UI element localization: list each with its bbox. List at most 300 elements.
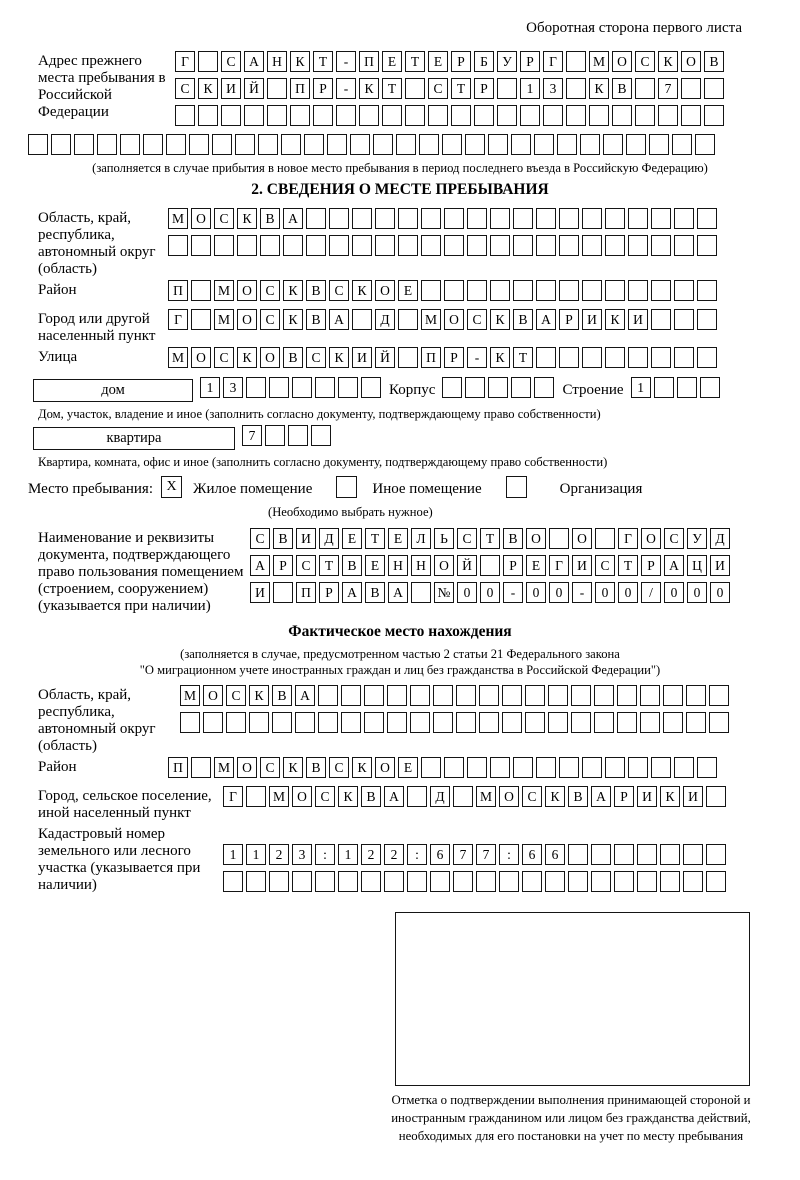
char-box[interactable] [709,685,729,706]
char-box[interactable] [428,105,448,126]
char-box[interactable] [559,208,579,229]
char-box[interactable]: Г [168,309,188,330]
char-box[interactable] [265,425,285,446]
char-box[interactable] [246,377,266,398]
char-box[interactable]: И [250,582,270,603]
char-box[interactable] [191,280,211,301]
char-box[interactable] [697,208,717,229]
char-box[interactable]: 2 [269,844,289,865]
char-box[interactable]: Г [549,555,569,576]
char-box[interactable]: А [295,685,315,706]
char-box[interactable] [605,757,625,778]
char-box[interactable] [697,347,717,368]
char-box[interactable] [536,235,556,256]
char-box[interactable] [628,757,648,778]
char-box[interactable]: О [499,786,519,807]
char-box[interactable]: Р [451,51,471,72]
char-box[interactable] [651,309,671,330]
char-box[interactable]: И [628,309,648,330]
char-box[interactable]: 3 [223,377,243,398]
char-box[interactable]: О [237,757,257,778]
char-box[interactable]: С [428,78,448,99]
char-box[interactable]: С [175,78,195,99]
char-box[interactable]: X [161,476,182,498]
char-box[interactable] [283,235,303,256]
char-box[interactable]: О [526,528,546,549]
char-box[interactable] [442,134,462,155]
char-box[interactable]: М [589,51,609,72]
char-box[interactable] [525,712,545,733]
char-box[interactable]: С [260,280,280,301]
char-box[interactable]: М [214,280,234,301]
char-box[interactable]: В [283,347,303,368]
char-box[interactable] [513,280,533,301]
actual-region-row-2[interactable] [180,712,732,735]
char-box[interactable]: В [272,685,292,706]
ownership-doc-row-2[interactable] [250,555,733,578]
char-box[interactable]: Е [398,757,418,778]
char-box[interactable]: 2 [384,844,404,865]
char-box[interactable]: А [388,582,408,603]
char-box[interactable] [605,208,625,229]
char-box[interactable] [628,208,648,229]
char-box[interactable]: А [536,309,556,330]
char-box[interactable]: О [641,528,661,549]
char-box[interactable] [637,871,657,892]
char-box[interactable] [295,712,315,733]
char-box[interactable]: - [336,51,356,72]
char-box[interactable] [571,712,591,733]
char-box[interactable] [582,757,602,778]
char-box[interactable] [350,134,370,155]
char-box[interactable] [497,105,517,126]
other-premises-checkbox[interactable] [336,476,360,499]
char-box[interactable] [704,78,724,99]
char-box[interactable]: Ь [434,528,454,549]
char-box[interactable] [359,105,379,126]
char-box[interactable] [306,235,326,256]
char-box[interactable] [511,134,531,155]
char-box[interactable] [456,712,476,733]
char-box[interactable] [582,208,602,229]
char-box[interactable] [566,78,586,99]
char-box[interactable]: У [687,528,707,549]
house-number-boxes[interactable] [200,377,384,400]
char-box[interactable]: О [237,280,257,301]
char-box[interactable] [559,757,579,778]
char-box[interactable] [410,712,430,733]
char-box[interactable]: 0 [595,582,615,603]
char-box[interactable] [502,685,522,706]
char-box[interactable]: М [168,208,188,229]
char-box[interactable] [364,712,384,733]
char-box[interactable]: А [384,786,404,807]
char-box[interactable]: Р [559,309,579,330]
char-box[interactable]: С [260,309,280,330]
char-box[interactable] [97,134,117,155]
char-box[interactable] [267,78,287,99]
char-box[interactable] [203,712,223,733]
char-box[interactable] [315,377,335,398]
char-box[interactable] [663,712,683,733]
char-box[interactable]: О [203,685,223,706]
char-box[interactable] [467,757,487,778]
char-box[interactable]: 7 [658,78,678,99]
char-box[interactable] [480,555,500,576]
char-box[interactable]: К [290,51,310,72]
char-box[interactable]: Е [398,280,418,301]
char-box[interactable]: В [513,309,533,330]
char-box[interactable]: И [572,555,592,576]
char-box[interactable]: : [407,844,427,865]
char-box[interactable] [513,208,533,229]
char-box[interactable]: И [296,528,316,549]
char-box[interactable]: Т [365,528,385,549]
char-box[interactable]: В [260,208,280,229]
char-box[interactable] [614,844,634,865]
char-box[interactable] [272,712,292,733]
char-box[interactable]: В [361,786,381,807]
char-box[interactable] [336,476,357,498]
char-box[interactable]: Т [382,78,402,99]
char-box[interactable]: 1 [338,844,358,865]
char-box[interactable]: 0 [710,582,730,603]
char-box[interactable]: : [499,844,519,865]
char-box[interactable] [674,347,694,368]
char-box[interactable]: - [503,582,523,603]
char-box[interactable] [74,134,94,155]
char-box[interactable] [681,105,701,126]
char-box[interactable]: 0 [457,582,477,603]
char-box[interactable] [543,105,563,126]
organization-checkbox[interactable] [506,476,530,499]
char-box[interactable]: Т [480,528,500,549]
char-box[interactable] [318,712,338,733]
char-box[interactable]: К [352,280,372,301]
residential-checkbox[interactable] [161,476,185,499]
cadastral-row-2[interactable] [223,871,729,894]
ownership-doc-row-1[interactable] [250,528,733,551]
char-box[interactable] [513,235,533,256]
char-box[interactable] [433,712,453,733]
char-box[interactable] [497,78,517,99]
char-box[interactable] [706,844,726,865]
char-box[interactable]: Р [503,555,523,576]
char-box[interactable]: С [296,555,316,576]
char-box[interactable] [387,712,407,733]
char-box[interactable]: О [434,555,454,576]
char-box[interactable] [589,105,609,126]
char-box[interactable]: Г [618,528,638,549]
char-box[interactable]: Р [273,555,293,576]
char-box[interactable] [273,582,293,603]
street-row[interactable] [168,347,720,370]
region-row-1[interactable] [168,208,720,231]
char-box[interactable] [467,280,487,301]
char-box[interactable]: О [292,786,312,807]
char-box[interactable]: 7 [476,844,496,865]
char-box[interactable]: П [421,347,441,368]
char-box[interactable]: - [572,582,592,603]
char-box[interactable]: Т [313,51,333,72]
char-box[interactable] [364,685,384,706]
char-box[interactable] [453,786,473,807]
char-box[interactable]: И [582,309,602,330]
char-box[interactable]: К [237,347,257,368]
char-box[interactable] [582,235,602,256]
char-box[interactable] [338,871,358,892]
char-box[interactable] [465,377,485,398]
char-box[interactable] [635,78,655,99]
char-box[interactable] [651,757,671,778]
char-box[interactable]: С [214,347,234,368]
char-box[interactable]: И [352,347,372,368]
char-box[interactable] [405,78,425,99]
ownership-doc-row-3[interactable] [250,582,733,605]
char-box[interactable]: С [467,309,487,330]
char-box[interactable] [658,105,678,126]
char-box[interactable] [522,871,542,892]
char-box[interactable]: М [214,757,234,778]
prev-address-row-2[interactable] [175,78,727,101]
char-box[interactable] [663,685,683,706]
city-row[interactable] [168,309,720,332]
char-box[interactable]: Д [319,528,339,549]
char-box[interactable] [490,757,510,778]
char-box[interactable]: А [250,555,270,576]
char-box[interactable] [536,280,556,301]
char-box[interactable] [674,235,694,256]
char-box[interactable] [511,377,531,398]
char-box[interactable]: Е [388,528,408,549]
char-box[interactable]: О [237,309,257,330]
char-box[interactable] [223,871,243,892]
char-box[interactable]: Р [313,78,333,99]
char-box[interactable]: № [434,582,454,603]
char-box[interactable] [479,712,499,733]
char-box[interactable] [304,134,324,155]
char-box[interactable]: С [306,347,326,368]
char-box[interactable] [700,377,720,398]
char-box[interactable] [594,712,614,733]
char-box[interactable]: Т [513,347,533,368]
char-box[interactable]: М [180,685,200,706]
char-box[interactable]: Е [382,51,402,72]
char-box[interactable] [488,377,508,398]
char-box[interactable] [582,347,602,368]
char-box[interactable]: К [283,757,303,778]
char-box[interactable]: Д [710,528,730,549]
char-box[interactable]: 1 [200,377,220,398]
char-box[interactable]: Р [444,347,464,368]
char-box[interactable] [292,871,312,892]
char-box[interactable]: С [664,528,684,549]
char-box[interactable]: К [605,309,625,330]
char-box[interactable]: Е [365,555,385,576]
char-box[interactable] [697,757,717,778]
char-box[interactable] [180,712,200,733]
char-box[interactable] [536,208,556,229]
char-box[interactable]: Г [223,786,243,807]
char-box[interactable] [269,871,289,892]
char-box[interactable] [281,134,301,155]
char-box[interactable]: Ц [687,555,707,576]
char-box[interactable]: К [283,280,303,301]
char-box[interactable]: К [490,347,510,368]
char-box[interactable] [697,235,717,256]
actual-district-row[interactable] [168,757,720,780]
char-box[interactable] [499,871,519,892]
char-box[interactable]: О [375,280,395,301]
char-box[interactable] [488,134,508,155]
char-box[interactable] [166,134,186,155]
char-box[interactable] [375,235,395,256]
char-box[interactable] [502,712,522,733]
char-box[interactable]: О [681,51,701,72]
char-box[interactable] [258,134,278,155]
char-box[interactable] [640,685,660,706]
char-box[interactable] [695,134,715,155]
char-box[interactable]: И [710,555,730,576]
char-box[interactable] [683,844,703,865]
char-box[interactable]: П [359,51,379,72]
char-box[interactable]: 1 [520,78,540,99]
char-box[interactable] [545,871,565,892]
actual-city-row[interactable] [223,786,729,809]
char-box[interactable] [398,208,418,229]
char-box[interactable] [651,235,671,256]
char-box[interactable] [467,208,487,229]
char-box[interactable]: О [191,347,211,368]
char-box[interactable]: К [352,757,372,778]
char-box[interactable] [536,347,556,368]
building-boxes[interactable] [442,377,557,400]
char-box[interactable] [421,235,441,256]
char-box[interactable] [525,685,545,706]
actual-region-row-1[interactable] [180,685,732,708]
cadastral-row-1[interactable] [223,844,729,867]
char-box[interactable] [318,685,338,706]
char-box[interactable] [329,235,349,256]
char-box[interactable]: М [168,347,188,368]
char-box[interactable]: А [329,309,349,330]
char-box[interactable]: С [329,280,349,301]
char-box[interactable] [637,844,657,865]
char-box[interactable]: С [221,51,241,72]
char-box[interactable] [474,105,494,126]
char-box[interactable]: О [444,309,464,330]
char-box[interactable] [686,685,706,706]
char-box[interactable]: С [214,208,234,229]
char-box[interactable] [559,280,579,301]
char-box[interactable]: К [329,347,349,368]
char-box[interactable]: П [168,280,188,301]
char-box[interactable]: - [467,347,487,368]
char-box[interactable] [467,235,487,256]
char-box[interactable] [398,309,418,330]
char-box[interactable] [198,105,218,126]
char-box[interactable] [628,235,648,256]
char-box[interactable]: Н [411,555,431,576]
char-box[interactable] [407,871,427,892]
char-box[interactable] [704,105,724,126]
char-box[interactable] [143,134,163,155]
char-box[interactable] [465,134,485,155]
char-box[interactable] [352,235,372,256]
char-box[interactable] [387,685,407,706]
char-box[interactable]: С [226,685,246,706]
char-box[interactable] [269,377,289,398]
char-box[interactable] [444,757,464,778]
char-box[interactable]: Б [474,51,494,72]
char-box[interactable] [456,685,476,706]
char-box[interactable]: 0 [549,582,569,603]
char-box[interactable] [311,425,331,446]
char-box[interactable] [168,235,188,256]
char-box[interactable] [361,377,381,398]
char-box[interactable] [361,871,381,892]
char-box[interactable]: А [591,786,611,807]
char-box[interactable]: Д [375,309,395,330]
char-box[interactable] [506,476,527,498]
char-box[interactable] [628,347,648,368]
char-box[interactable]: Т [319,555,339,576]
char-box[interactable] [421,757,441,778]
char-box[interactable]: У [497,51,517,72]
char-box[interactable] [191,757,211,778]
char-box[interactable]: В [273,528,293,549]
char-box[interactable] [490,235,510,256]
char-box[interactable] [410,685,430,706]
char-box[interactable] [628,280,648,301]
char-box[interactable] [706,786,726,807]
char-box[interactable]: К [338,786,358,807]
char-box[interactable]: Т [405,51,425,72]
char-box[interactable] [226,712,246,733]
char-box[interactable] [559,347,579,368]
char-box[interactable] [566,105,586,126]
char-box[interactable]: Е [526,555,546,576]
district-row[interactable] [168,280,720,303]
char-box[interactable] [674,208,694,229]
char-box[interactable] [444,235,464,256]
char-box[interactable] [419,134,439,155]
char-box[interactable]: С [260,757,280,778]
char-box[interactable]: О [191,208,211,229]
char-box[interactable]: И [637,786,657,807]
char-box[interactable] [626,134,646,155]
char-box[interactable]: В [704,51,724,72]
char-box[interactable] [407,786,427,807]
char-box[interactable] [582,280,602,301]
char-box[interactable] [288,425,308,446]
char-box[interactable] [421,280,441,301]
char-box[interactable] [605,347,625,368]
char-box[interactable]: О [375,757,395,778]
char-box[interactable] [235,134,255,155]
char-box[interactable] [513,757,533,778]
char-box[interactable]: К [545,786,565,807]
char-box[interactable] [557,134,577,155]
char-box[interactable] [660,871,680,892]
char-box[interactable]: / [641,582,661,603]
char-box[interactable]: 1 [631,377,651,398]
char-box[interactable] [654,377,674,398]
char-box[interactable] [260,235,280,256]
char-box[interactable]: Т [451,78,471,99]
char-box[interactable] [651,208,671,229]
char-box[interactable] [617,685,637,706]
